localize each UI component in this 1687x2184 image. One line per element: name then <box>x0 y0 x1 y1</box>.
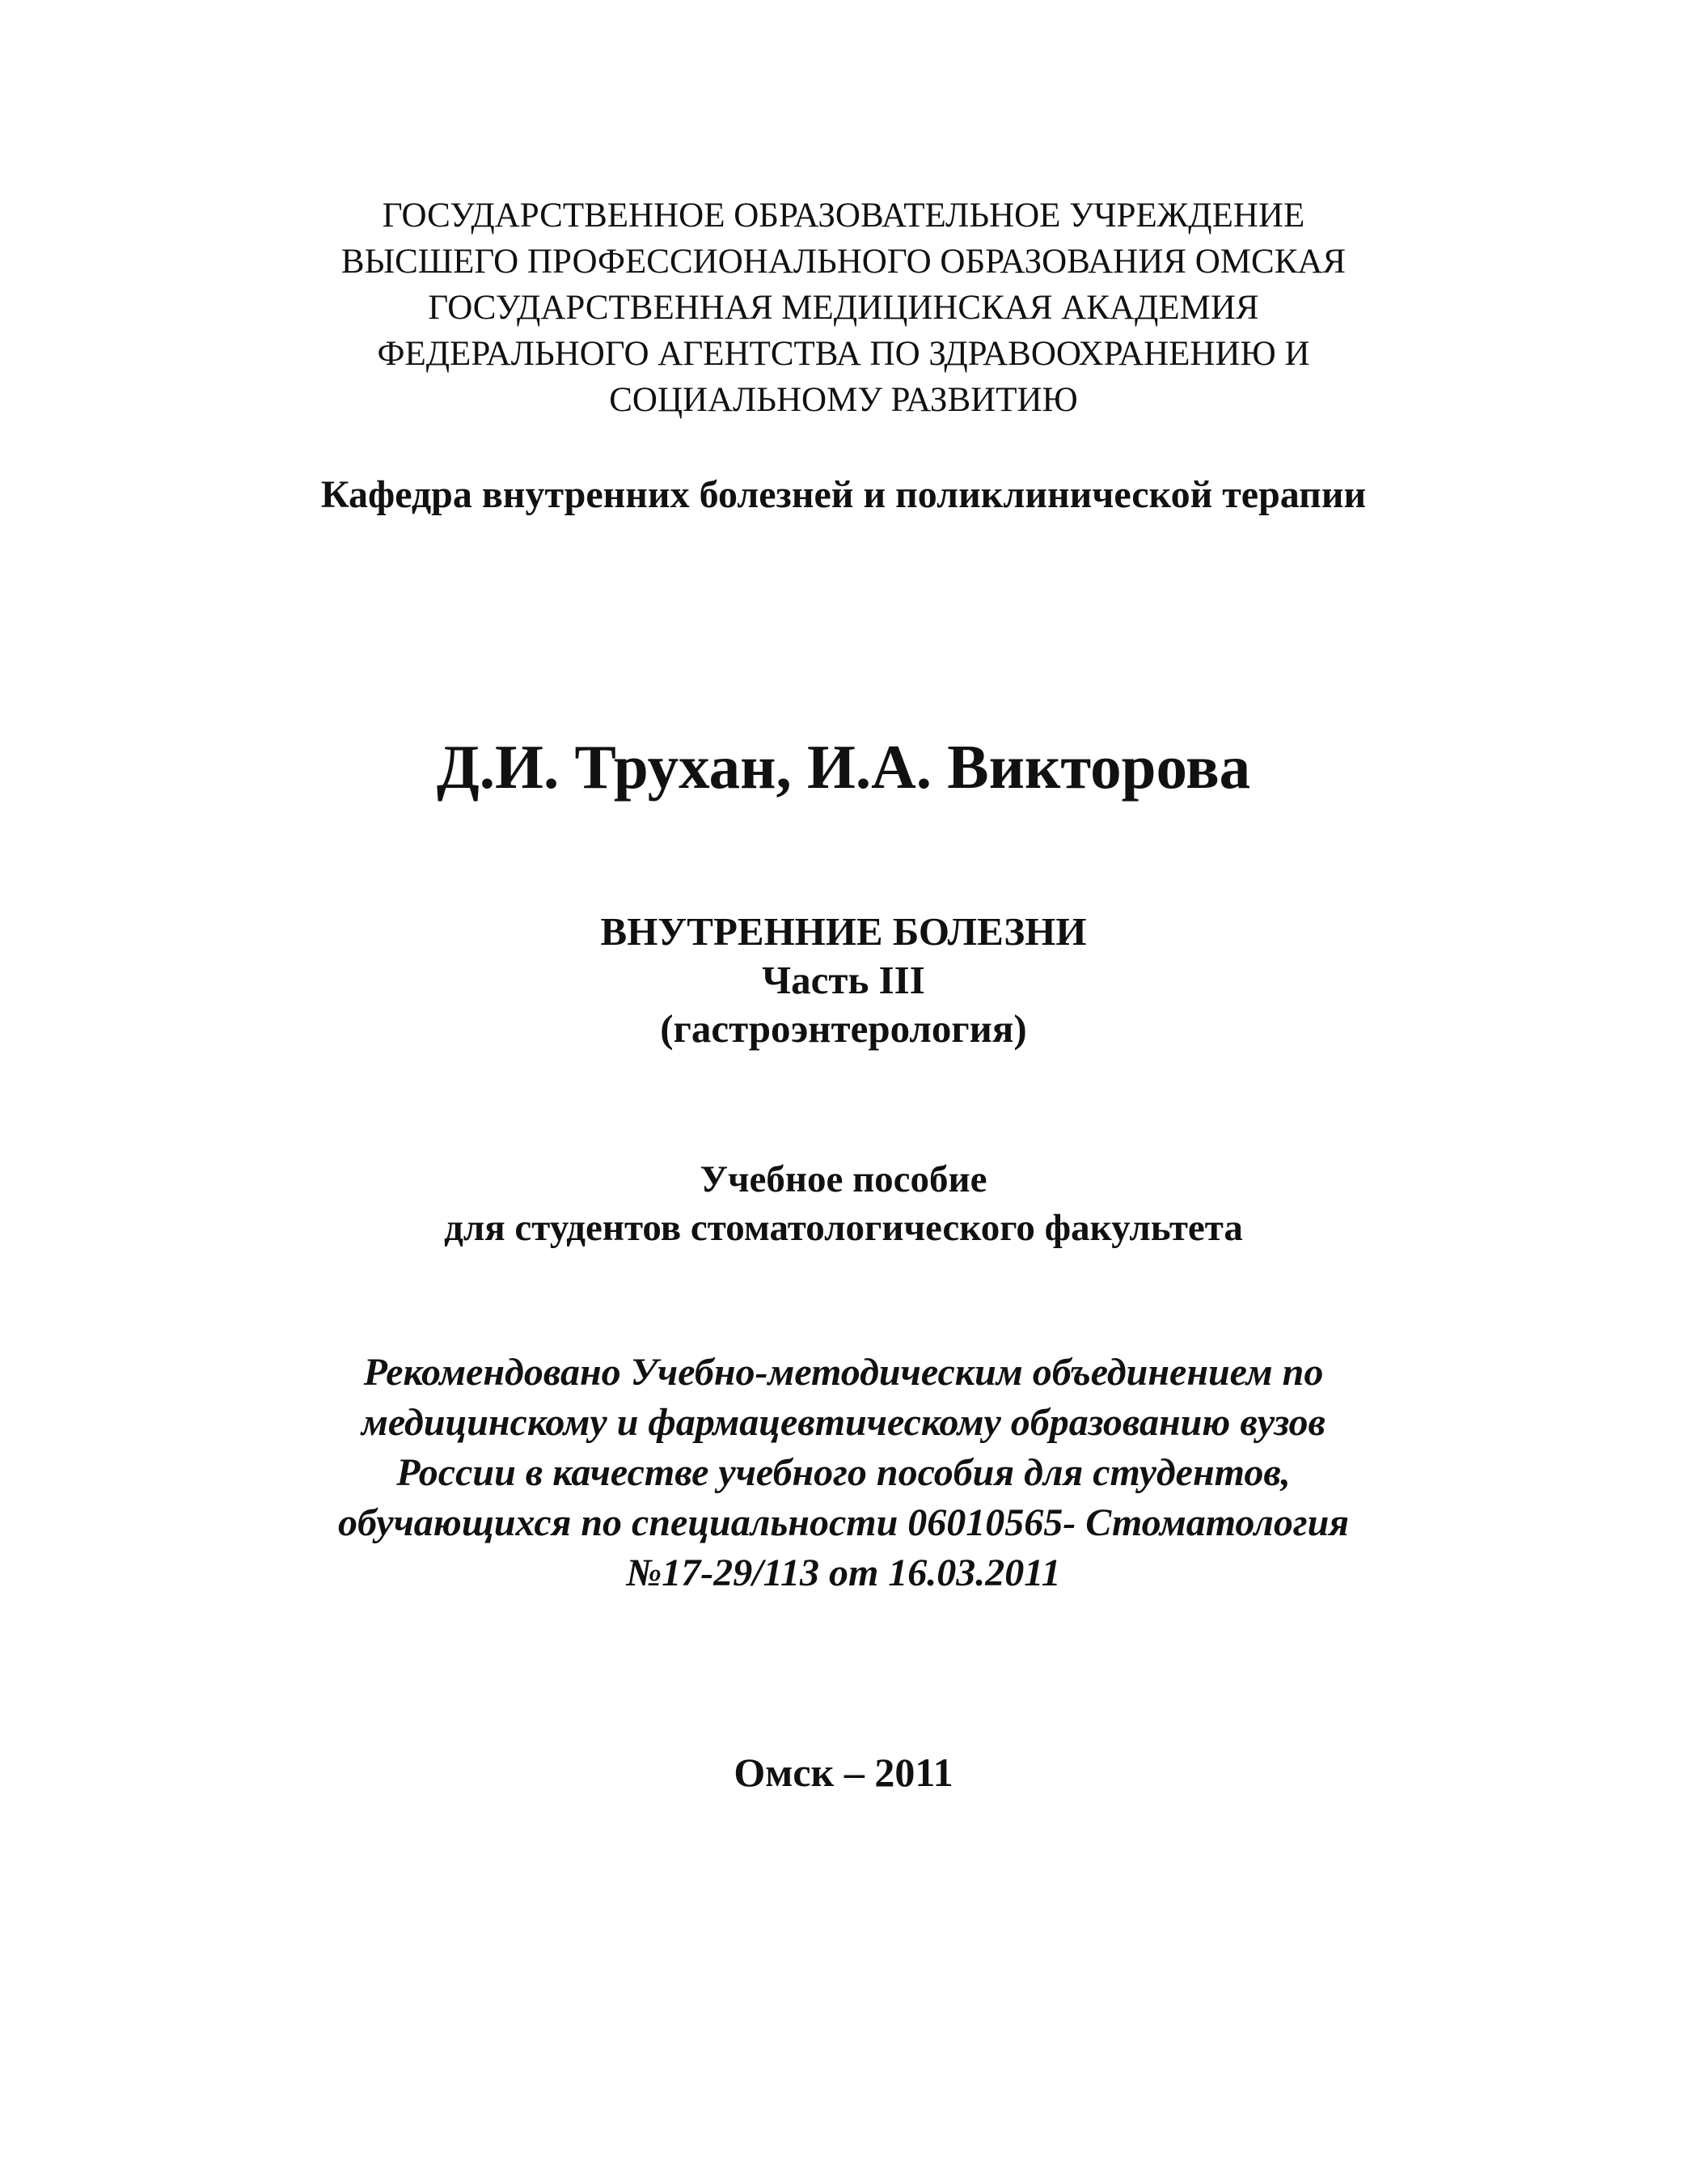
institution-line: ВЫСШЕГО ПРОФЕССИОНАЛЬНОГО ОБРАЗОВАНИЯ ОМСКАЯ <box>340 243 1347 281</box>
manual-type: Учебное пособие <box>700 1158 987 1200</box>
title-subject: (гастроэнтерология) <box>660 1006 1027 1051</box>
manual-description <box>0 1155 1687 1252</box>
department-name <box>0 471 1687 519</box>
recommendation-line: №17-29/113 от 16.03.2011 <box>626 1551 1061 1594</box>
book-title <box>0 908 1687 1053</box>
institution-header <box>0 193 1687 423</box>
recommendation-line: обучающихся по специальности 06010565- Стоматология <box>337 1501 1350 1544</box>
recommendation-line: России в качестве учебного пособия для студентов, <box>396 1451 1291 1494</box>
title-main: ВНУТРЕННИЕ БОЛЕЗНИ <box>600 909 1087 954</box>
department-label: Кафедра внутренних болезней и поликлинической терапии <box>320 473 1367 516</box>
institution-line: СОЦИАЛЬНОМУ РАЗВИТИЮ <box>609 381 1078 419</box>
institution-line: ГОСУДАРСТВЕННАЯ МЕДИЦИНСКАЯ АКАДЕМИЯ <box>428 289 1259 327</box>
authors-names: Д.И. Трухан, И.А. Викторова <box>436 732 1251 802</box>
recommendation-line: медицинскому и фармацевтическому образованию вузов <box>362 1401 1326 1444</box>
authors <box>0 728 1687 806</box>
title-part: Часть III <box>762 958 925 1002</box>
recommendation-note <box>0 1348 1687 1598</box>
imprint-city-year: Омск – 2011 <box>734 1750 953 1795</box>
institution-line: ГОСУДАРСТВЕННОЕ ОБРАЗОВАТЕЛЬНОЕ УЧРЕЖДЕНИЕ <box>382 197 1305 235</box>
manual-audience: для студентов стоматологического факультета <box>444 1207 1243 1249</box>
institution-line: ФЕДЕРАЛЬНОГО АГЕНТСТВА ПО ЗДРАВООХРАНЕНИЮ И <box>377 335 1310 373</box>
imprint <box>0 1747 1687 1797</box>
recommendation-line: Рекомендовано Учебно-методическим объединением по <box>363 1351 1324 1394</box>
